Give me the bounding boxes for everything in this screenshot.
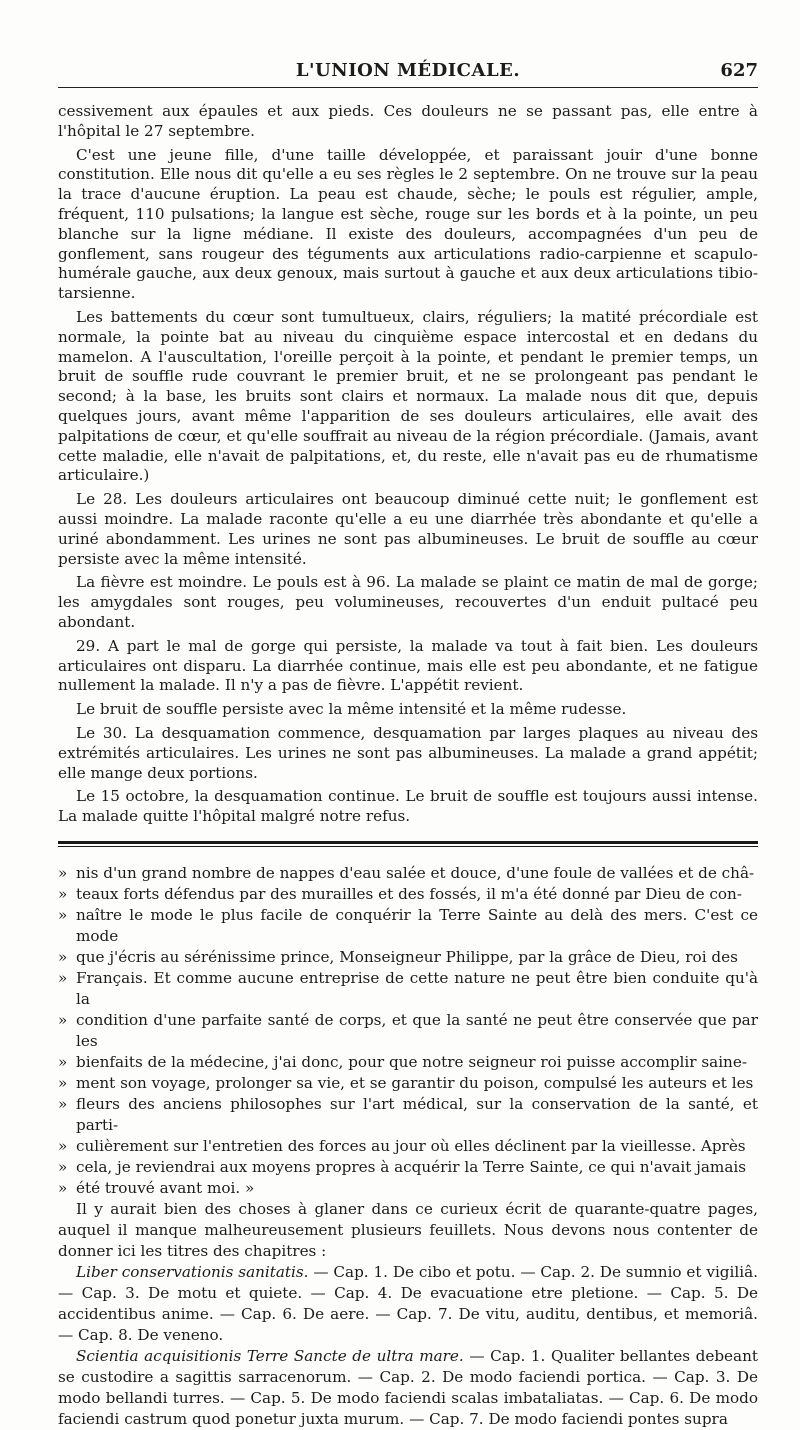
case-report-section [58, 102, 758, 827]
paragraph: Il y aurait bien des choses à glaner dans ce curieux écrit de quarante-quatre pages, auquel il manque malheureusement plusieurs feuillets. Nous devons nous contenter de donner ici les titres des chapitres : [58, 1199, 758, 1260]
chapter-list: — Cap. 1. De cibo et potu. — Cap. 2. De sumnio et vigiliâ. — Cap. 3. De motu et quiete. — Cap. 4. De evacuatione etre pletione. — Cap. 5. De accidentibus anime. — Cap. 6. De aere. — Cap. 7. De vitu, auditu, dentibus, et memoriâ. — Cap. 8. De veneno. [58, 1262, 758, 1344]
quote-line: » que j'écris au sérénissime prince, Monseigneur Philippe, par la grâce de Dieu, roi des [58, 947, 758, 968]
quote-line: » Français. Et comme aucune entreprise de cette nature ne peut être bien conduite qu'à la [58, 968, 758, 1010]
quote-line: » condition d'une parfaite santé de corps, et que la santé ne peut être conservée que par les [58, 1010, 758, 1052]
quote-line: » teaux forts défendus par des murailles et des fossés, il m'a été donné par Dieu de con- [58, 884, 758, 905]
work-title: Liber conservationis sanitatis. [76, 1262, 309, 1281]
chapter-list-liber [58, 1262, 758, 1346]
paragraph: Le 15 octobre, la desquamation continue. Le bruit de souffle est toujours aussi intense. La malade quitte l'hôpital malgré notre refus. [58, 787, 758, 826]
paragraph: Le bruit de souffle persiste avec la même intensité et la même rudesse. [76, 700, 627, 719]
paragraph: Le 28. Les douleurs articulaires ont beaucoup diminué cette nuit; le gonflement est aussi moindre. La malade raconte qu'elle a eu une diarrhée très abondante et qu'elle a uriné abondamment. Les urines ne sont pas albumineuses. Le bruit de souffle au cœur persiste avec la même intensité. [58, 490, 758, 568]
quote-line: » culièrement sur l'entretien des forces au jour où elles déclinent par la vieillesse. Après [58, 1136, 758, 1157]
paragraph: C'est une jeune fille, d'une taille développée, et paraissant jouir d'une bonne constitution. Elle nous dit qu'elle a eu ses règles le 2 septembre. On ne trouve sur la peau la trace d'aucune éruption. La peau est chaude, sèche; le pouls est régulier, ample, fréquent, 110 pulsations; la langue est sèche, rouge sur les bords et à la pointe, un peu blanche sur la ligne médiane. Il existe des douleurs, accompagnées d'un peu de gonflement, sans rougeur des téguments aux articulations radio-carpienne et scapulo-humérale gauche, aux deux genoux, mais surtout à gauche et aux deux articulations tibio-tarsienne. [58, 145, 758, 303]
quote-line: » fleurs des anciens philosophes sur l'art médical, sur la conservation de la santé, et parti- [58, 1094, 758, 1136]
chapter-list: — Cap. 1. Qualiter bellantes debeant se custodire a sagittis sarracenorum. — Cap. 2. De modo faciendi portica. — Cap. 3. De modo bellandi turres. — Cap. 5. De modo faciendi scalas imbataliatas. — Cap. 6. De modo faciendi castrum quod ponetur juxta murum. — Cap. 7. De modo faciendi pontes supra [58, 1346, 758, 1428]
quotation-block [58, 863, 758, 1199]
running-title: L'UNION MÉDICALE. [295, 60, 521, 81]
paragraph: La fièvre est moindre. Le pouls est à 96. La malade se plaint ce matin de mal de gorge; les amygdales sont rouges, peu volumineuses, recouvertes d'un enduit pultacé peu abondant. [58, 573, 758, 631]
quote-line: » naître le mode le plus facile de conquérir la Terre Sainte au delà des mers. C'est ce mode [58, 905, 758, 947]
quote-line: » cela, je reviendrai aux moyens propres à acquérir la Terre Sainte, ce qui n'avait jamais [58, 1157, 758, 1178]
paragraph: Le 30. La desquamation commence, desquamation par larges plaques au niveau des extrémités articulaires. Les urines ne sont pas albumineuses. La malade a grand appétit; elle mange deux portions. [58, 723, 758, 782]
quote-line: » ment son voyage, prolonger sa vie, et se garantir du poison, compulsé les auteurs et les [58, 1073, 758, 1094]
work-title: Scientia acquisitionis Terre Sancte de ultra mare. [76, 1346, 464, 1365]
quote-line: » bienfaits de la médecine, j'ai donc, pour que notre seigneur roi puisse accomplir saine- [58, 1052, 758, 1073]
paragraph: cessivement aux épaules et aux pieds. Ces douleurs ne se passant pas, elle entre à l'hôpital le 27 septembre. [58, 102, 758, 140]
header-rule [58, 87, 758, 88]
feuilleton-separator [58, 841, 758, 847]
page-number: 627 [720, 60, 758, 81]
page-header [58, 0, 758, 90]
chapter-list-scientia [58, 1346, 758, 1430]
feuilleton-section [58, 863, 758, 1430]
paragraph: Les battements du cœur sont tumultueux, clairs, réguliers; la matité précordiale est normale, la pointe bat au niveau du cinquième espace intercostal et en dedans du mamelon. A l'auscultation, l'oreille perçoit à la pointe, et pendant le premier temps, un bruit de souffle rude couvrant le premier bruit, et ne se prolongeant pas pendant le second; à la base, les bruits sont clairs et normaux. La malade nous dit que, depuis quelques jours, avant même l'apparition de ses douleurs articulaires, elle avait des palpitations de cœur, et qu'elle souffrait au niveau de la région précordiale. (Jamais, avant cette maladie, elle n'avait de palpitations, et, du reste, elle n'avait pas eu de rhumatisme articulaire.) [58, 307, 758, 485]
quote-line: » été trouvé avant moi. » [58, 1178, 758, 1199]
quote-line: » nis d'un grand nombre de nappes d'eau salée et douce, d'une foule de vallées et de châ- [58, 863, 758, 884]
paragraph: 29. A part le mal de gorge qui persiste, la malade va tout à fait bien. Les douleurs articulaires ont disparu. La diarrhée continue, mais elle est peu abondante, et ne fatigue nullement la malade. Il n'y a pas de fièvre. L'appétit revient. [58, 636, 758, 695]
